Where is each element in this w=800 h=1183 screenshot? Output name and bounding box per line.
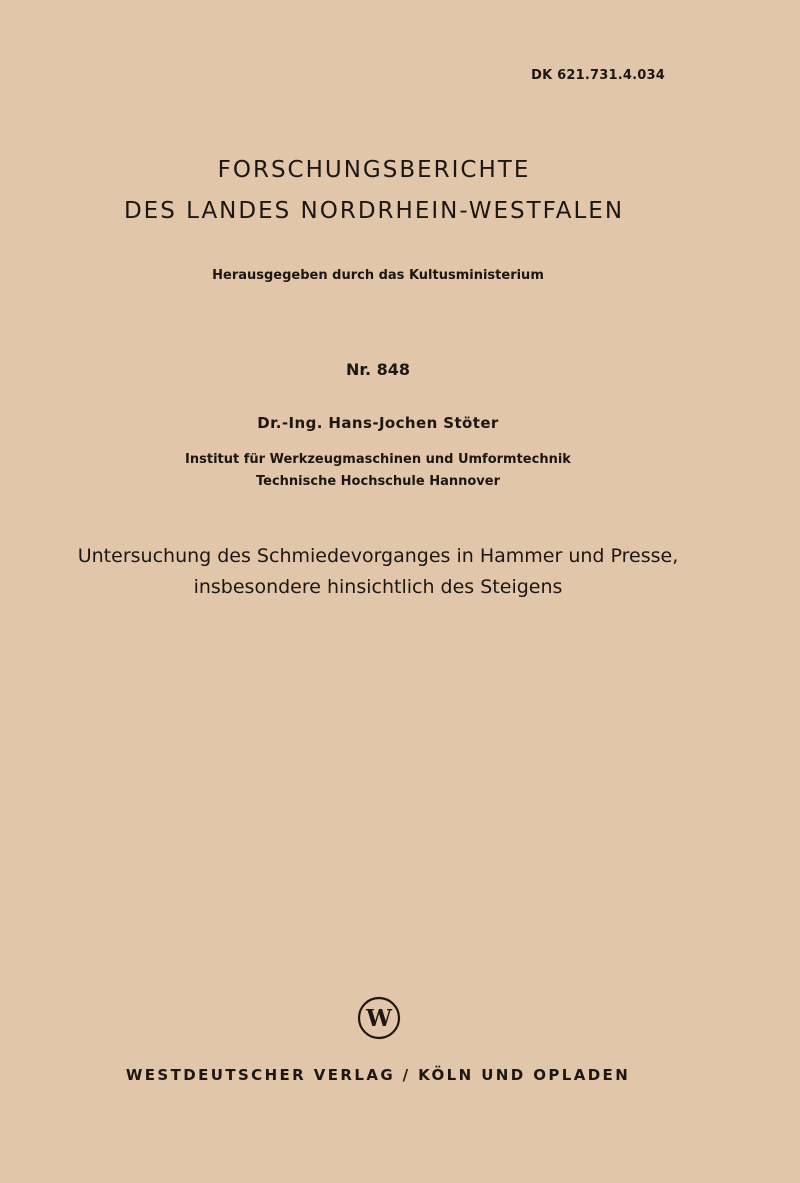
author-name: Dr.-Ing. Hans-Jochen Stöter [257, 414, 499, 432]
westdeutscher-verlag-w-logo-icon [357, 996, 401, 1040]
report-number: Nr. 848 [345, 360, 411, 379]
logo-letter: W [366, 1005, 392, 1032]
editor-note: Herausgegeben durch das Kultusministerium [212, 268, 544, 283]
series-title-line-1: FORSCHUNGSBERICHTE [217, 157, 531, 183]
institute-line-1: Institut für Werkzeugmaschinen und Umformtechnik [185, 452, 571, 467]
classification-code: DK 621.731.4.034 [531, 68, 665, 83]
publisher-name: WESTDEUTSCHER VERLAG / KÖLN UND OPLADEN [125, 1066, 631, 1084]
report-title-line-2: insbesondere hinsichtlich des Steigens [193, 576, 563, 598]
series-title-line-2: DES LANDES NORDRHEIN-WESTFALEN [123, 198, 625, 224]
institute-line-2: Technische Hochschule Hannover [256, 474, 500, 489]
report-title-line-1: Untersuchung des Schmiedevorganges in Hammer und Presse, [77, 545, 679, 567]
